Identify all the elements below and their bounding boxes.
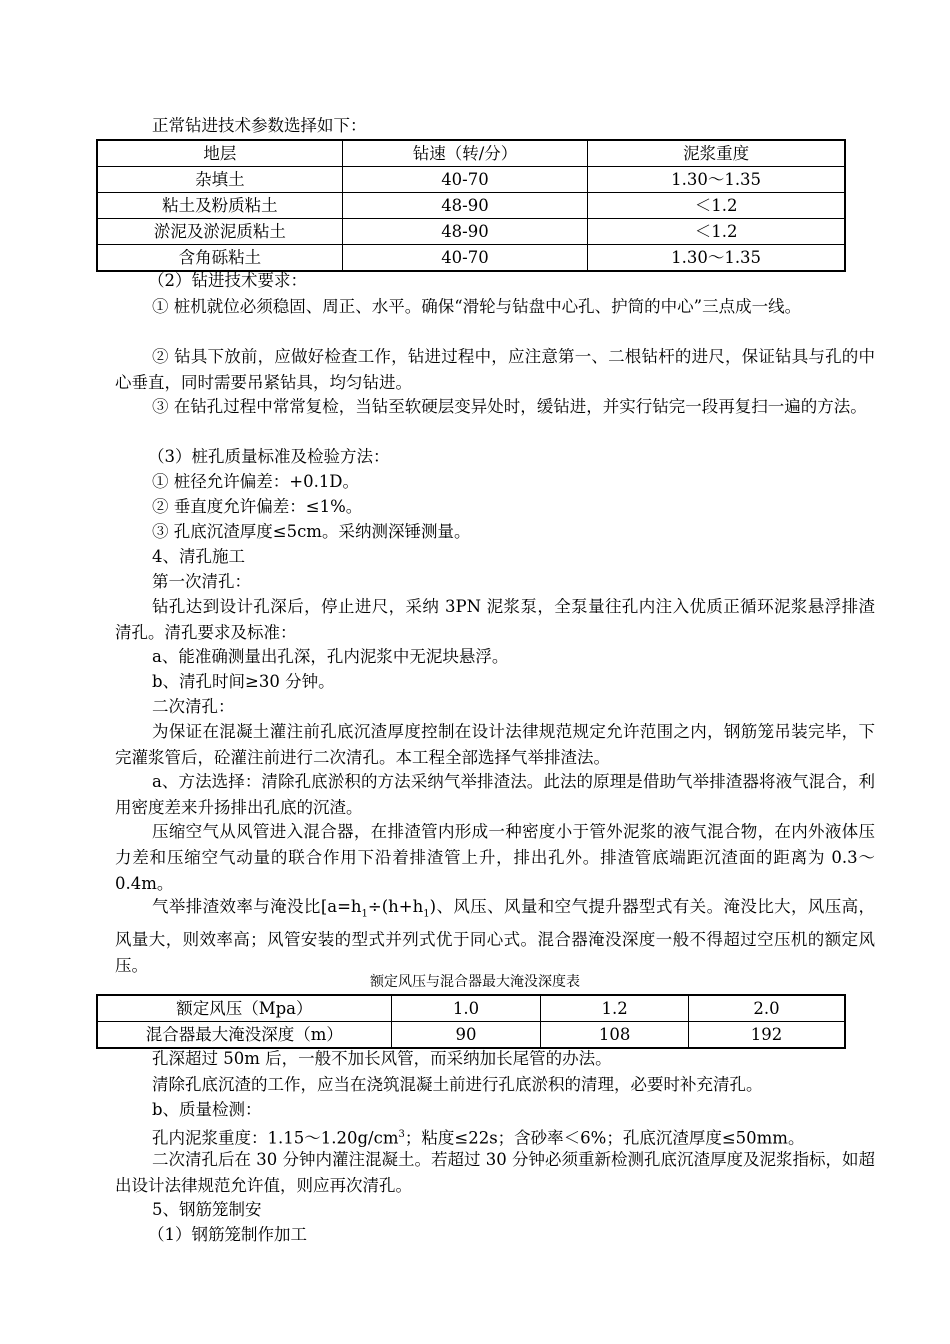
body-paragraph: 清除孔底沉渣的工作，应当在浇筑混凝土前进行孔底淤积的清理，必要时补充清孔。 xyxy=(152,1075,763,1094)
table-cell: ＜1.2 xyxy=(588,193,845,219)
drilling-parameters-table xyxy=(96,139,846,272)
table-cell: 混合器最大淹没深度（m） xyxy=(97,1022,391,1049)
body-paragraph: b、清孔时间≥30 分钟。 xyxy=(152,672,335,691)
subsection-heading: b、质量检测： xyxy=(152,1100,262,1119)
section-heading: （2）钻进技术要求： xyxy=(148,271,307,290)
body-paragraph: 钻孔达到设计孔深后，停止进尺，采纳 3PN 泥浆泵，全泵量往孔内注入优质正循环泥浆悬浮排渣清孔。清孔要求及标准： xyxy=(115,597,875,642)
table-cell: 1.30～1.35 xyxy=(588,245,845,272)
body-paragraph: 压缩空气从风管进入混合器，在排渣管内形成一种密度小于管外泥浆的液气混合物，在内外液体压力差和压缩空气动量的联合作用下沿着排渣管上升，排出孔外。排渣管底端距沉渣面的距离为 0.3～0.4m。 xyxy=(115,822,875,893)
table-cell: 192 xyxy=(688,1022,845,1049)
subsection-heading: 二次清孔： xyxy=(152,697,235,716)
pressure-depth-table xyxy=(96,994,846,1049)
formula-text: ÷(h+h xyxy=(367,897,424,916)
table-cell: 90 xyxy=(391,1022,541,1049)
table-row xyxy=(97,1022,845,1049)
table-header-cell: 钻速（转/分） xyxy=(342,140,587,167)
formula-text: )、风压、风量和空气提升器型式有关。淹没比大，风压高，风量大，则效率高；风管安装的型式并列式优于同心式。混合器淹没深度一般不得超过空压机的额定风压。 xyxy=(115,897,875,976)
body-paragraph: ② 垂直度允许偏差：≤1%。 xyxy=(152,497,363,516)
table-caption: 额定风压与混合器最大淹没深度表 xyxy=(370,974,580,990)
table-cell: 40-70 xyxy=(342,245,587,272)
subscript: 1 xyxy=(361,908,368,920)
table-row xyxy=(97,193,845,219)
formula-text: 气举排渣效率与淹没比[a=h xyxy=(152,897,362,916)
superscript: 3 xyxy=(398,1129,405,1140)
density-text: 孔内泥浆重度：1.15～1.20g/cm xyxy=(152,1128,399,1148)
table-cell: 40-70 xyxy=(342,167,587,193)
table-cell: 粘土及粉质粘土 xyxy=(97,193,342,219)
table-cell: 额定风压（Mpa） xyxy=(97,995,391,1022)
section-heading: 4、清孔施工 xyxy=(152,547,245,566)
table-cell: 48-90 xyxy=(342,193,587,219)
table-header-cell: 地层 xyxy=(97,140,342,167)
section-heading: （3）桩孔质量标准及检验方法： xyxy=(148,447,390,466)
table-cell: 杂填土 xyxy=(97,167,342,193)
subscript: 1 xyxy=(423,908,430,920)
body-paragraph: ① 桩径允许偏差：+0.1D。 xyxy=(152,472,360,491)
body-paragraph: 为保证在混凝土灌注前孔底沉渣厚度控制在设计法律规范规定允许范围之内，钢筋笼吊装完毕，下完灌浆管后，砼灌注前进行二次清孔。本工程全部选择气举排渣法。 xyxy=(115,722,875,767)
section-heading: 5、钢筋笼制安 xyxy=(152,1200,262,1219)
table-cell: 1.30～1.35 xyxy=(588,167,845,193)
intro-text: 正常钻进技术参数选择如下： xyxy=(152,116,367,135)
table-row xyxy=(97,167,845,193)
subsection-heading: 第一次清孔： xyxy=(152,572,251,591)
body-paragraph: ② 钻具下放前，应做好检查工作，钻进过程中，应注意第一、二根钻杆的进尺，保证钻具与孔的中心垂直，同时需要吊紧钻具，均匀钻进。 xyxy=(115,347,875,392)
table-cell: 淤泥及淤泥质粘土 xyxy=(97,219,342,245)
table-cell: 2.0 xyxy=(688,995,845,1022)
table-cell: 含角砾粘土 xyxy=(97,245,342,272)
table-cell: 1.0 xyxy=(391,995,541,1022)
density-text: ；粘度≤22s；含砂率＜6%；孔底沉渣厚度≤50mm。 xyxy=(404,1128,805,1148)
table-row xyxy=(97,219,845,245)
table-header-row xyxy=(97,140,845,167)
body-paragraph: ③ 在钻孔过程中常常复检，当钻至软硬层变异处时，缓钻进，并实行钻完一段再复扫一遍的方法。 xyxy=(152,397,867,416)
body-paragraph: 孔深超过 50m 后，一般不加长风管，而采纳加长尾管的办法。 xyxy=(152,1049,612,1068)
table-header-cell: 泥浆重度 xyxy=(588,140,845,167)
body-paragraph: a、能准确测量出孔深，孔内泥浆中无泥块悬浮。 xyxy=(152,647,509,666)
section-heading: （1）钢筋笼制作加工 xyxy=(148,1225,307,1244)
table-cell: ＜1.2 xyxy=(588,219,845,245)
formula-paragraph xyxy=(115,894,875,979)
body-paragraph: a、方法选择：清除孔底淤积的方法采纳气举排渣法。此法的原理是借助气举排渣器将液气混合，利用密度差来升扬排出孔底的沉渣。 xyxy=(115,772,875,817)
body-paragraph: 二次清孔后在 30 分钟内灌注混凝土。若超过 30 分钟必须重新检测孔底沉渣厚度及泥浆指标，如超出设计法律规范允许值，则应再次清孔。 xyxy=(115,1150,875,1195)
table-cell: 48-90 xyxy=(342,219,587,245)
table-cell: 1.2 xyxy=(541,995,689,1022)
table-row xyxy=(97,995,845,1022)
body-paragraph: ① 桩机就位必须稳固、周正、水平。确保“滑轮与钻盘中心孔、护筒的中心”三点成一线。 xyxy=(152,297,802,316)
body-paragraph: ③ 孔底沉渣厚度≤5cm。采纳测深锤测量。 xyxy=(152,522,471,541)
table-cell: 108 xyxy=(541,1022,689,1049)
